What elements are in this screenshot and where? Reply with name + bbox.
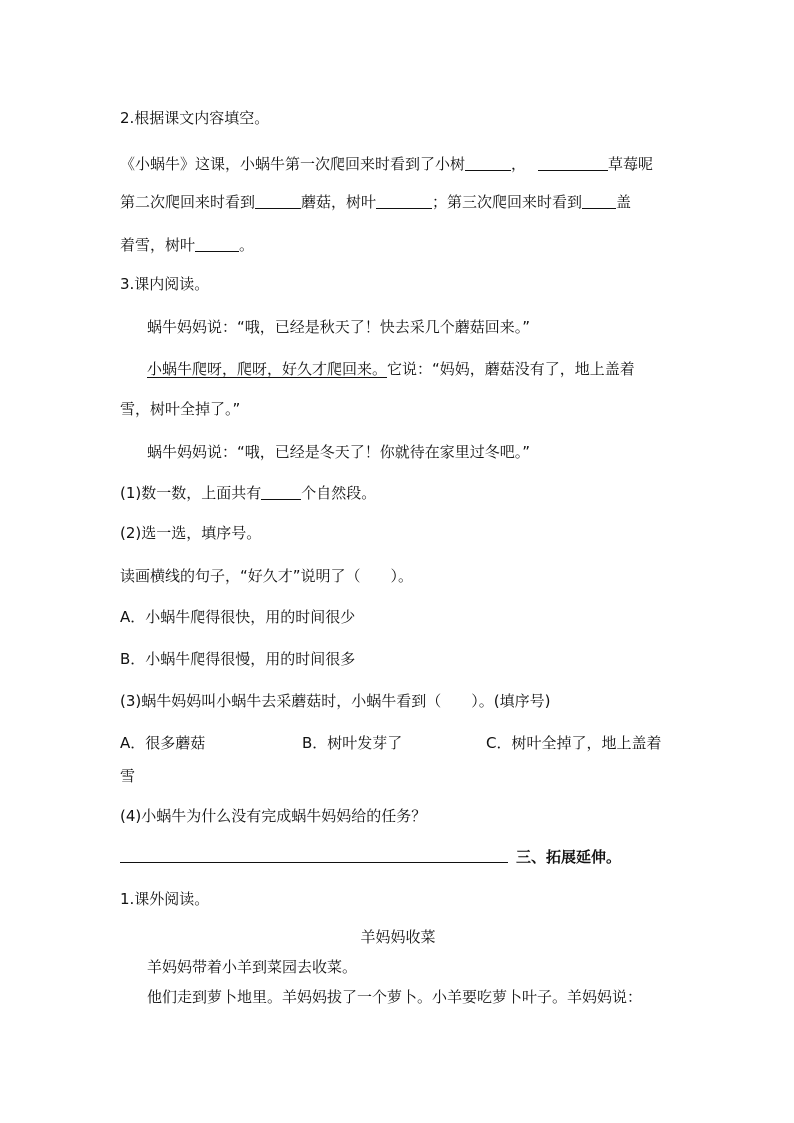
q3-p2-rest: 它说：“妈妈，蘑菇没有了，地上盖着 — [387, 360, 635, 378]
q3-paragraph-1: 蜗牛妈妈说：“哦，已经是秋天了！快去采几个蘑菇回来。” — [147, 318, 531, 336]
q3-sub-2-option-a: A．小蜗牛爬得很快，用的时间很少 — [120, 608, 356, 626]
q3-paragraph-3: 蜗牛妈妈说：“哦，已经是冬天了！你就待在家里过冬吧。” — [147, 443, 531, 461]
q3-sub-3: (3)蜗牛妈妈叫小蜗牛去采蘑菇时，小蜗牛看到（ ）。(填序号) — [120, 692, 551, 710]
q2-line-2 — [120, 191, 676, 213]
q3-sub-4: (4)小蜗牛为什么没有完成蜗牛妈妈给的任务？ — [120, 807, 427, 825]
q2-l1c: 草莓呢 — [608, 155, 654, 173]
q3-sub-3-options — [120, 732, 676, 754]
ext-heading: 1.课外阅读。 — [120, 890, 210, 908]
blank-6[interactable] — [195, 236, 239, 252]
q3-sub-1 — [120, 482, 676, 504]
answer-line[interactable] — [120, 848, 508, 863]
q3-sub-2-question: 读画横线的句子，“好久才”说明了（ ）。 — [120, 567, 414, 585]
q2-line-1 — [120, 153, 676, 175]
q3-paragraph-2 — [147, 358, 676, 380]
q3-sub-2: (2)选一选，填序号。 — [120, 524, 262, 542]
q2-l2d: 盖 — [616, 193, 632, 211]
q2-l3a: 着雪，树叶 — [120, 236, 196, 254]
story-title: 羊妈妈收菜 — [360, 928, 436, 946]
answer-line-row — [120, 846, 676, 868]
q3-sub-3-option-c-cont: 雪 — [120, 767, 136, 785]
q3-s1a: (1)数一数，上面共有 — [120, 484, 262, 502]
q3-heading: 3.课内阅读。 — [120, 275, 210, 293]
q3-paragraph-2-cont: 雪，树叶全掉了。” — [120, 400, 241, 418]
q3-sub-3-option-c: C．树叶全掉了，地上盖着 — [486, 734, 662, 752]
q2-l2a: 第二次爬回来时看到 — [120, 193, 256, 211]
underlined-sentence: 小蜗牛爬呀，爬呀，好久才爬回来。 — [147, 360, 388, 378]
q2-line-3 — [120, 234, 676, 256]
blank-1[interactable] — [465, 155, 511, 171]
blank-4[interactable] — [376, 193, 432, 209]
section-3-heading: 三、拓展延伸。 — [516, 848, 622, 866]
q3-sub-3-option-b: B．树叶发芽了 — [302, 734, 403, 752]
q2-l1b: ， — [511, 155, 527, 173]
q3-sub-3-option-a: A．很多蘑菇 — [120, 734, 206, 752]
q3-s1b: 个自然段。 — [301, 484, 377, 502]
blank-3[interactable] — [255, 193, 301, 209]
blank-7[interactable] — [261, 484, 301, 500]
q2-heading: 2.根据课文内容填空。 — [120, 109, 270, 127]
story-paragraph-2: 他们走到萝卜地里。羊妈妈拔了一个萝卜。小羊要吃萝卜叶子。羊妈妈说： — [147, 988, 643, 1006]
q2-l3b: 。 — [239, 236, 255, 254]
q2-l2c: ；第三次爬回来时看到 — [432, 193, 583, 211]
story-paragraph-1: 羊妈妈带着小羊到菜园去收菜。 — [147, 958, 358, 976]
q3-sub-2-option-b: B．小蜗牛爬得很慢，用的时间很多 — [120, 650, 356, 668]
q2-l2b: 蘑菇，树叶 — [301, 193, 377, 211]
blank-5[interactable] — [582, 193, 616, 209]
blank-2[interactable] — [538, 155, 608, 171]
q2-l1a: 《小蜗牛》这课，小蜗牛第一次爬回来时看到了小树 — [120, 155, 466, 173]
